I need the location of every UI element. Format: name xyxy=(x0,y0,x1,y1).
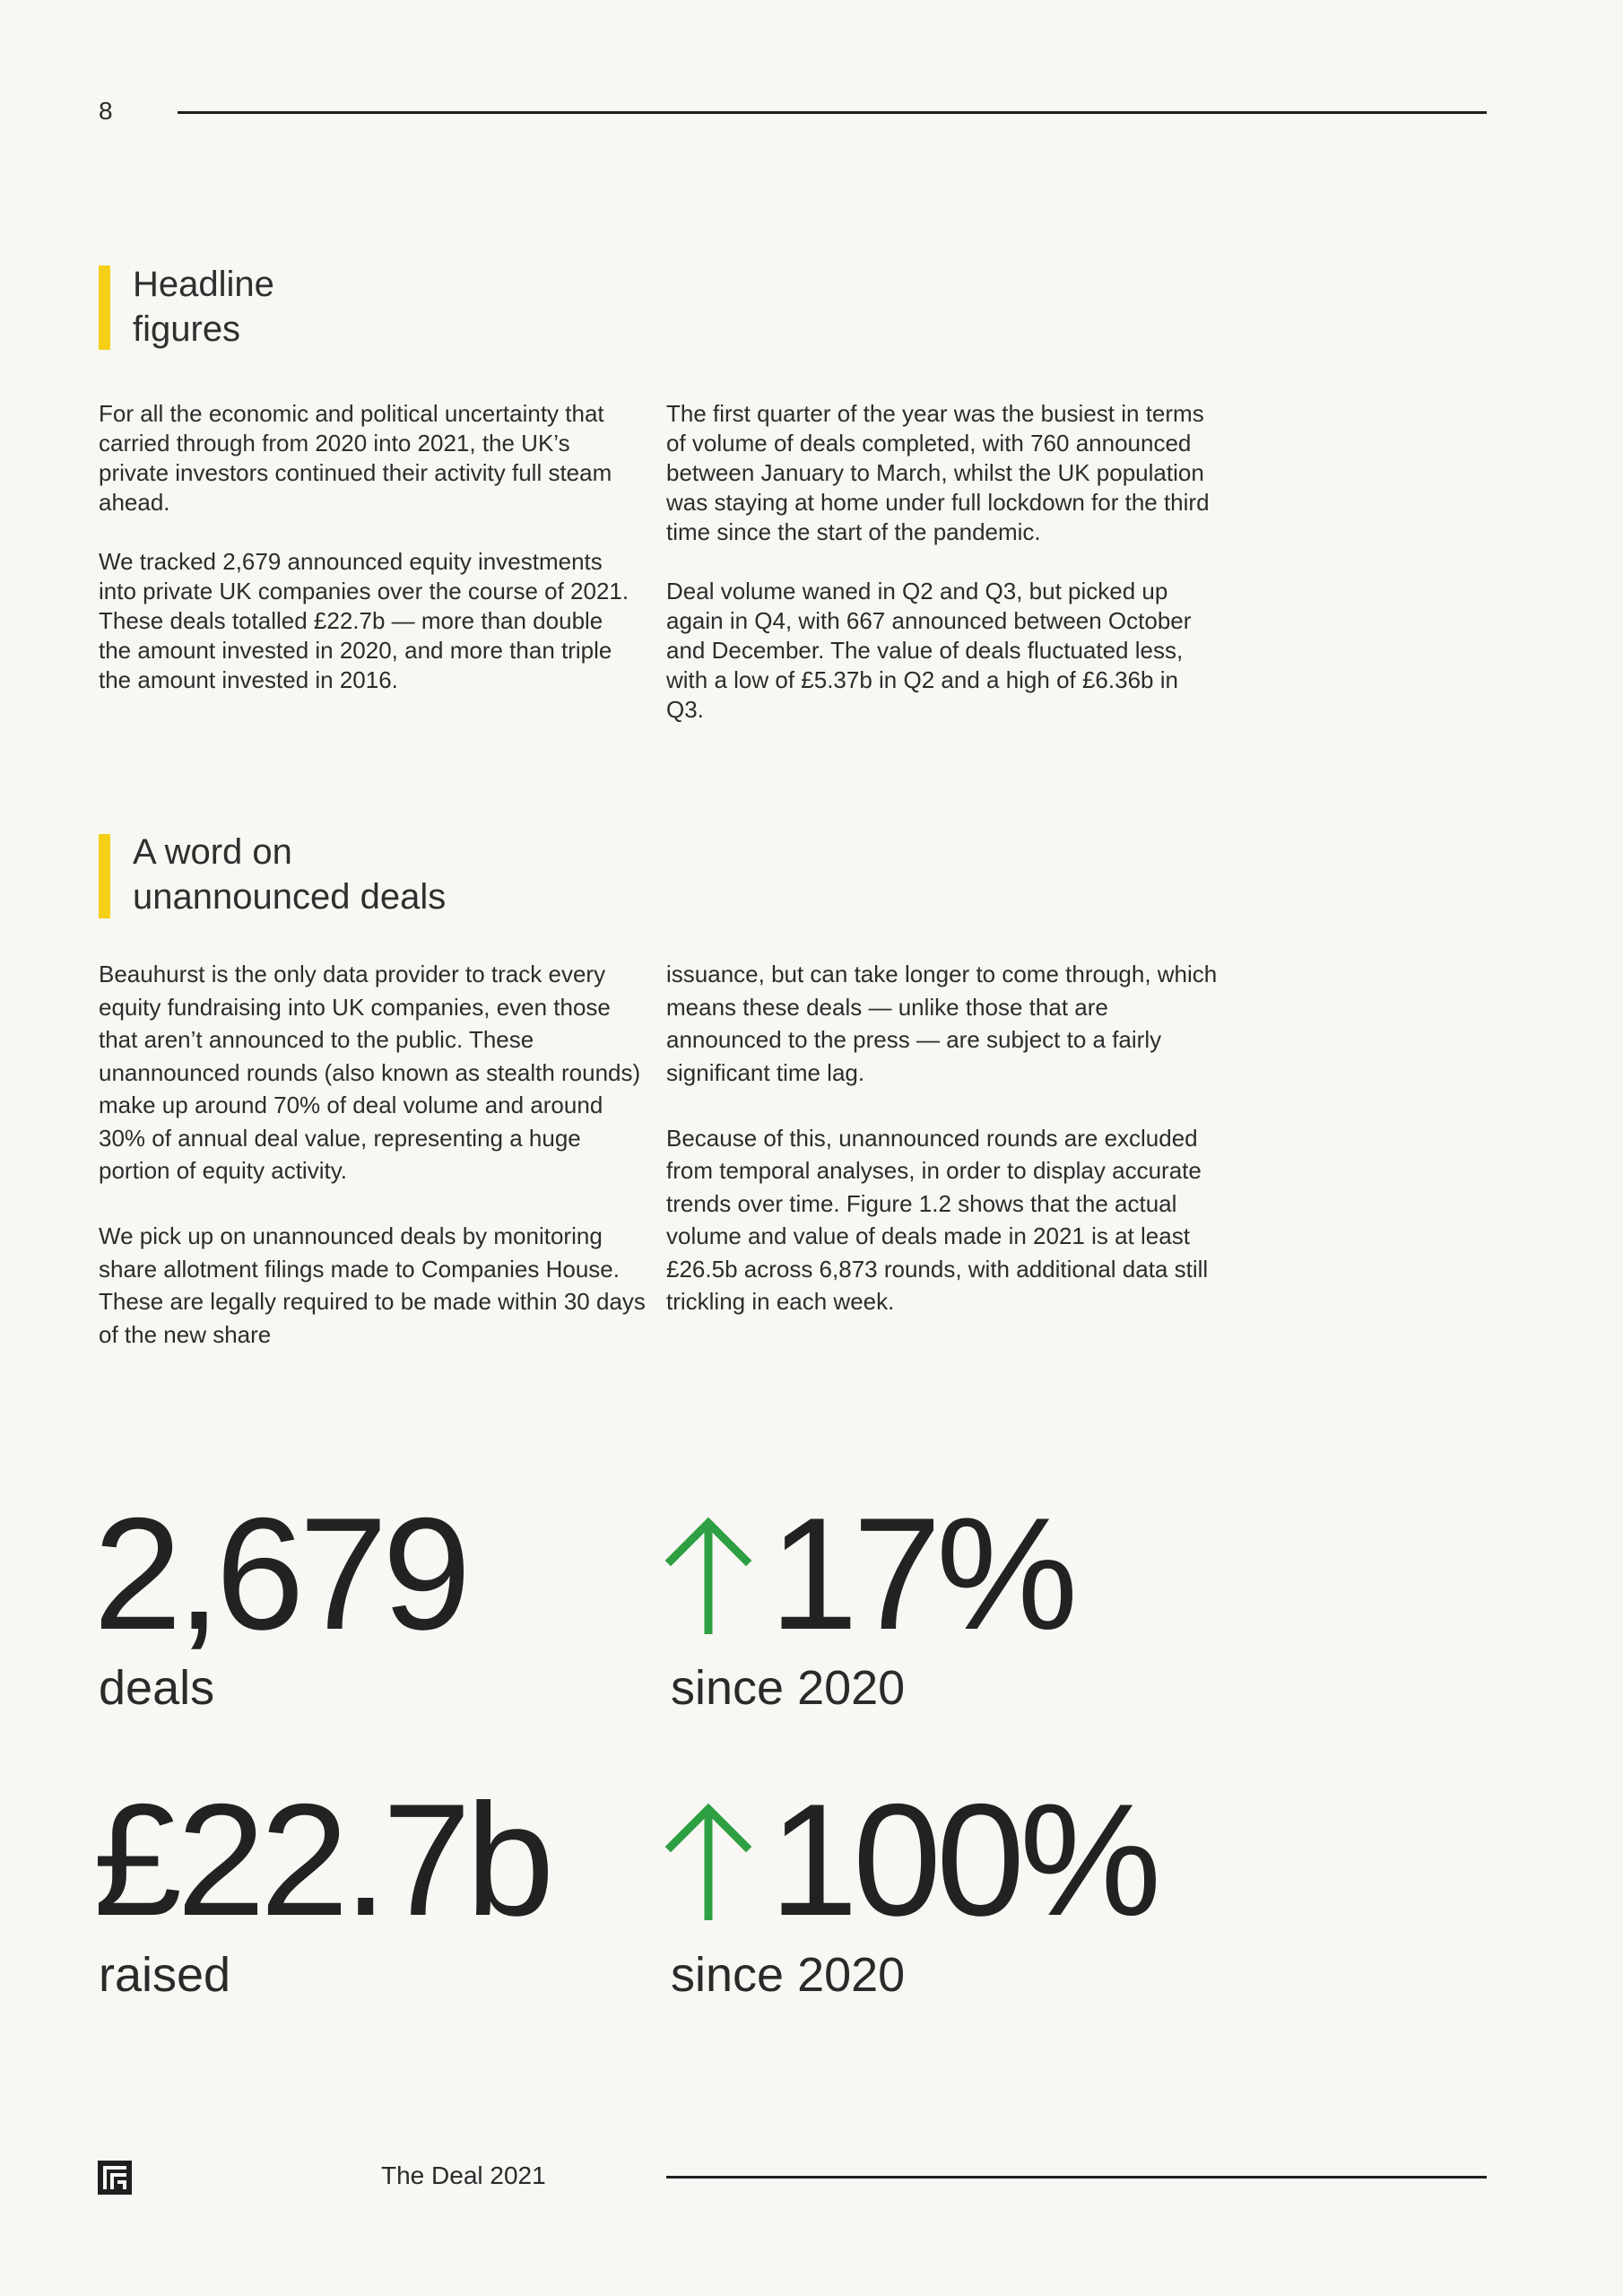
paragraph: Because of this, unannounced rounds are excluded from temporal analyses, in order to display accurate trends over time. Figure 1.2 shows that the actual volume and value of deals made in 2021 is at least £26.5b across 6,873 rounds, with additional data still trickling in each week. xyxy=(666,1124,1209,1315)
page-number: 8 xyxy=(99,97,113,125)
up-arrow-icon xyxy=(664,1800,753,1926)
footer-rule xyxy=(666,2176,1487,2179)
stat-value-value-growth: 100% xyxy=(769,1770,1157,1949)
paragraph: Deal volume waned in Q2 and Q3, but picked up again in Q4, with 667 announced between October and December. The value of deals fluctuated less, with a low of £5.37b in Q2 and a high of £6.36b in Q3. xyxy=(666,578,1192,723)
stat-value-deals: 2,679 xyxy=(93,1484,466,1663)
header-rule xyxy=(178,111,1487,114)
heading-line: figures xyxy=(133,309,241,349)
paragraph: For all the economic and political uncertainty that carried through from 2020 into 2021, the UK’s private investors continued their activity full steam ahead. xyxy=(99,400,612,516)
paragraph: We tracked 2,679 announced equity investments into private UK companies over the course of 2021. These deals totalled £22.7b — more than double the amount invested in 2020, and more than triple the amount invested in 2016. xyxy=(99,548,629,693)
stat-value-volume-growth: 17% xyxy=(769,1484,1073,1663)
section-heading-headline-figures xyxy=(99,262,274,352)
section-heading-unannounced-deals xyxy=(99,830,446,919)
paragraph: Beauhurst is the only data provider to track every equity fundraising into UK companies, even those that aren’t announced to the public. These unannounced rounds (also known as stealth rounds) make up around 70% of deal volume and around 30% of annual deal value, representing a huge portion of equity activity. xyxy=(99,961,641,1184)
heading-line: unannounced deals xyxy=(133,877,447,917)
stat-label-raised: raised xyxy=(99,1948,231,2002)
paragraph: issuance, but can take longer to come through, which means these deals — unlike those that are announced to the press — are subject to a fairly significant time lag. xyxy=(666,961,1218,1086)
stat-label-volume-growth: since 2020 xyxy=(671,1661,906,1715)
section-2-right-column xyxy=(666,958,1227,1351)
paragraph: We pick up on unannounced deals by monitoring share allotment filings made to Companies House. These are legally required to be made within 30 days of the new share xyxy=(99,1222,646,1348)
heading-line: Headline xyxy=(133,265,274,304)
heading-line: A word on xyxy=(133,832,292,872)
footer-title: The Deal 2021 xyxy=(381,2161,546,2189)
up-arrow-icon xyxy=(664,1514,753,1639)
section-1-left-column xyxy=(99,399,637,725)
stat-value-raised: £22.7b xyxy=(93,1770,550,1949)
stat-label-deals: deals xyxy=(99,1661,215,1715)
heading-accent-bar xyxy=(99,265,110,350)
section-2-left-column xyxy=(99,958,655,1384)
paragraph: The first quarter of the year was the busiest in terms of volume of deals completed, with 760 announced between January to March, whilst the UK population was staying at home under full lockdown for the third time since the start of the pandemic. xyxy=(666,400,1210,545)
stat-label-value-growth: since 2020 xyxy=(671,1948,906,2002)
heading-accent-bar xyxy=(99,834,110,918)
section-1-right-column xyxy=(666,399,1213,754)
beauhurst-logo-icon xyxy=(98,2161,132,2195)
